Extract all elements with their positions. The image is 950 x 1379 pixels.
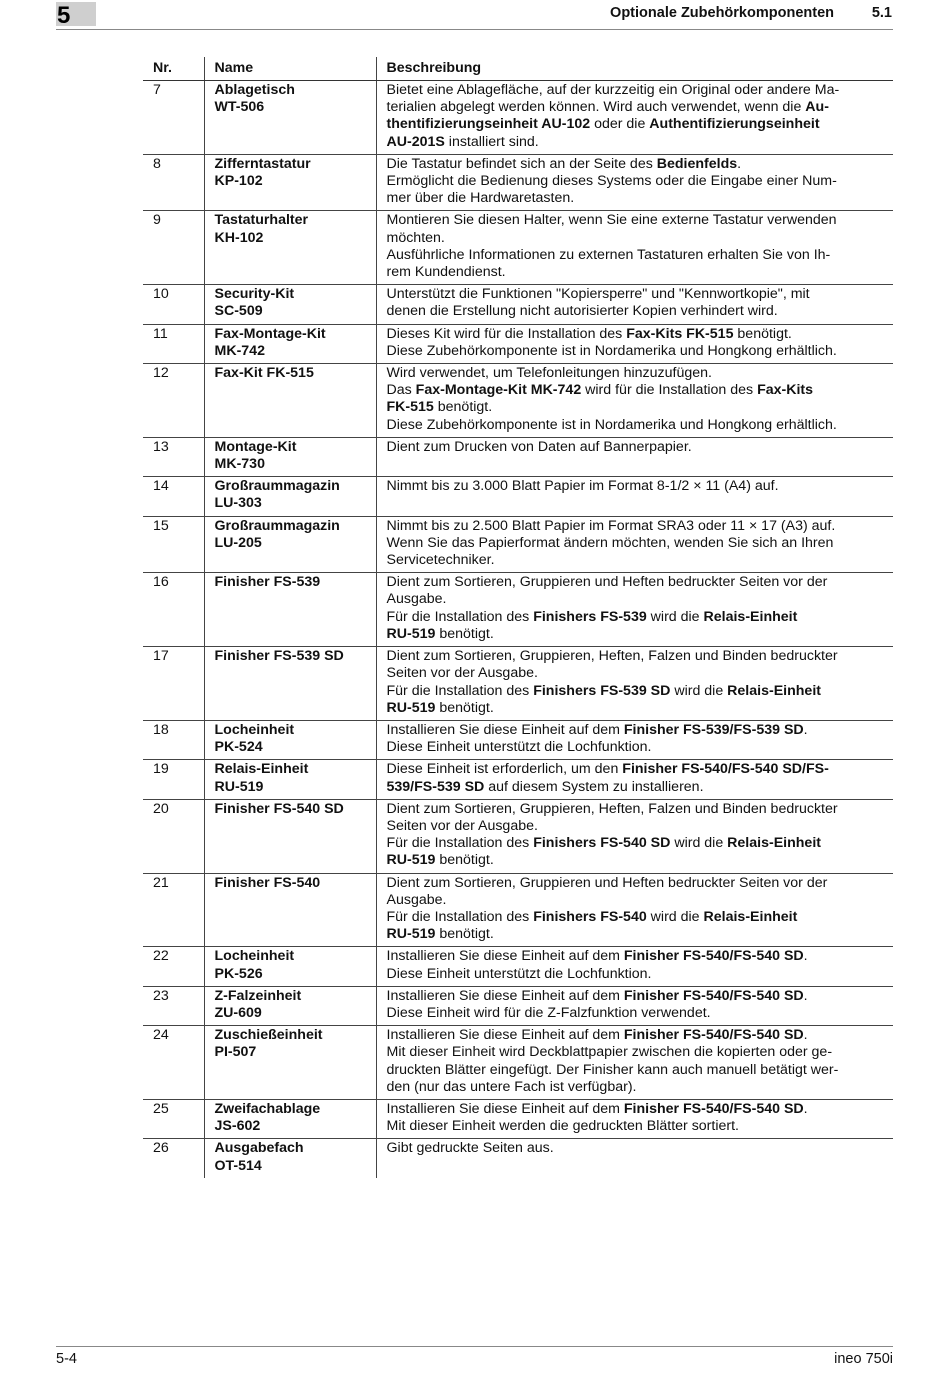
emphasized-text: Relais-Einheit <box>703 608 798 625</box>
item-name <box>204 947 376 986</box>
item-name-line: Ablagetisch <box>214 82 295 98</box>
description-text: oder die <box>590 116 650 133</box>
description-text: mer über die Hardwaretasten. <box>386 190 575 207</box>
description-text: Ermöglicht die Bedienung dieses Systems oder die Eingabe einer Num- <box>386 173 837 190</box>
description-text: Dient zum Sortieren, Gruppieren und Heften bedruckter Seiten vor der <box>386 574 828 591</box>
item-number: 22 <box>143 947 204 986</box>
description-text: den (nur das untere Fach ist verfügbar). <box>386 1078 637 1095</box>
item-name-line: WT-506 <box>214 99 265 116</box>
description-text: Ausgabe. <box>386 591 447 608</box>
description-text: Für die Installation des <box>386 835 534 852</box>
table-row <box>143 285 893 324</box>
description-text: Dient zum Sortieren, Gruppieren und Heften bedruckter Seiten vor der <box>386 874 828 891</box>
description-line <box>387 591 884 608</box>
item-name <box>204 573 376 647</box>
description-line <box>387 264 884 281</box>
item-name <box>204 1139 376 1178</box>
description-line <box>387 1118 884 1135</box>
description-text: Installieren Sie diese Einheit auf dem <box>386 948 624 965</box>
emphasized-text: RU-519 <box>386 625 436 642</box>
item-name <box>204 873 376 947</box>
item-name-line: Fax-Montage-Kit <box>214 325 326 342</box>
item-name-line: Ausgabefach <box>214 1140 304 1157</box>
item-name-line: Security-Kit <box>214 286 295 303</box>
description-line <box>387 948 884 965</box>
description-text: Nimmt bis zu 3.000 Blatt Papier im Format 8-1/2 × 11 (A4) auf. <box>386 478 779 495</box>
item-name <box>204 516 376 573</box>
description-text: Dieses Kit wird für die Installation des <box>386 325 627 342</box>
item-name-line: Zifferntastatur <box>214 155 311 172</box>
description-line <box>387 82 884 99</box>
description-text: Für die Installation des <box>386 908 534 925</box>
description-text: Das <box>386 382 416 399</box>
emphasized-text: Fax-Kits FK-515 <box>626 325 734 342</box>
emphasized-text: Fax-Kits <box>757 382 814 399</box>
description-text: auf diesem System zu installieren. <box>484 778 704 795</box>
table-row <box>143 437 893 476</box>
item-number: 16 <box>143 573 204 647</box>
item-name <box>204 760 376 799</box>
item-name-line: Locheinheit <box>214 721 295 738</box>
description-text: benötigt. <box>435 926 494 943</box>
emphasized-text: AU-201S <box>386 133 445 150</box>
item-description <box>376 154 893 211</box>
description-text: installiert sind. <box>444 133 539 150</box>
item-name-line: Finisher FS-540 SD <box>214 800 344 817</box>
item-number: 17 <box>143 647 204 721</box>
item-name-line: Großraummagazin <box>214 517 340 534</box>
item-description <box>376 1099 893 1138</box>
description-line <box>387 99 884 116</box>
item-description <box>376 285 893 324</box>
item-name-line: Zuschießeinheit <box>214 1027 323 1044</box>
description-line <box>387 574 884 591</box>
description-text: benötigt. <box>435 699 494 716</box>
table-row <box>143 986 893 1025</box>
description-text: Wenn Sie das Papierformat ändern möchten, wenden Sie sich an Ihren <box>386 534 834 551</box>
table-row <box>143 760 893 799</box>
item-name-line: Z-Falzeinheit <box>214 987 302 1004</box>
description-line <box>387 134 884 151</box>
description-text: Seiten vor der Ausgabe. <box>386 817 538 834</box>
description-line <box>387 286 884 303</box>
description-line <box>387 478 884 495</box>
emphasized-text: thentifizierungseinheit AU-102 <box>386 116 591 133</box>
table-row <box>143 516 893 573</box>
item-number: 23 <box>143 986 204 1025</box>
description-text: möchten. <box>386 229 445 246</box>
emphasized-text: Finishers FS-540 <box>533 908 647 925</box>
description-text: Unterstützt die Funktionen "Kopiersperre" und "Kennwortkopie", mit <box>386 286 810 303</box>
description-text: wird die <box>670 682 728 699</box>
item-description <box>376 81 893 155</box>
description-text: Installieren Sie diese Einheit auf dem <box>386 1100 624 1117</box>
table-row <box>143 477 893 516</box>
emphasized-text: Finisher FS-540/FS-540 SD <box>623 987 804 1004</box>
description-line <box>387 382 884 399</box>
item-name-line: MK-742 <box>214 342 265 359</box>
item-name-line: MK-730 <box>214 456 265 473</box>
table-header-row <box>143 57 893 81</box>
item-name-line: RU-519 <box>214 778 264 795</box>
table-row <box>143 154 893 211</box>
description-line <box>387 116 884 133</box>
item-description <box>376 437 893 476</box>
description-text: Nimmt bis zu 2.500 Blatt Papier im Format SRA3 oder 11 × 17 (A3) auf. <box>386 517 836 534</box>
description-text: Mit dieser Einheit werden die gedruckten Blätter sortiert. <box>386 1118 739 1135</box>
description-line <box>387 439 884 456</box>
description-text: terialien abgelegt werden können. Wird auch verwendet, wenn die <box>386 99 806 116</box>
description-line <box>387 835 884 852</box>
description-text: denen die Erstellung nicht autorisierter Kopien verhindert wird. <box>386 303 778 320</box>
item-description <box>376 1026 893 1100</box>
item-name-line: LU-303 <box>214 495 262 512</box>
description-text: benötigt. <box>433 399 493 416</box>
emphasized-text: Relais-Einheit <box>703 908 798 925</box>
item-name-line: Fax-Kit FK-515 <box>214 365 314 382</box>
emphasized-text: Relais-Einheit <box>727 682 821 699</box>
description-text: Diese Einheit unterstützt die Lochfunktion. <box>386 739 652 756</box>
column-header-description: Beschreibung <box>376 57 893 81</box>
description-text: Gibt gedruckte Seiten aus. <box>386 1140 554 1157</box>
item-description <box>376 211 893 285</box>
item-number: 15 <box>143 516 204 573</box>
item-name-line: PK-526 <box>214 965 263 982</box>
table-row <box>143 647 893 721</box>
emphasized-text: FK-515 <box>386 399 434 416</box>
header-divider <box>56 29 893 30</box>
item-description <box>376 799 893 873</box>
description-line <box>387 1005 884 1022</box>
item-name-line: Großraummagazin <box>214 478 340 495</box>
description-text: Dient zum Sortieren, Gruppieren, Heften, Falzen und Binden bedruckter <box>386 648 838 665</box>
description-text: benötigt. <box>435 625 494 642</box>
description-line <box>387 1079 884 1096</box>
item-description <box>376 1139 893 1178</box>
item-number: 14 <box>143 477 204 516</box>
emphasized-text: Finisher FS-540/FS-540 SD <box>623 1100 804 1117</box>
item-name-line: PI-507 <box>214 1044 257 1061</box>
description-text: Für die Installation des <box>386 682 534 699</box>
emphasized-text: Finisher FS-540/FS-540 SD/FS- <box>622 761 829 778</box>
emphasized-text: Au- <box>805 99 829 116</box>
item-name-line: ZU-609 <box>214 1004 262 1021</box>
table-row <box>143 211 893 285</box>
description-line <box>387 665 884 682</box>
description-line <box>387 417 884 434</box>
description-line <box>387 535 884 552</box>
emphasized-text: Finisher FS-540/FS-540 SD <box>623 1027 804 1044</box>
description-text: Dient zum Sortieren, Gruppieren, Heften, Falzen und Binden bedruckter <box>386 800 838 817</box>
description-line <box>387 303 884 320</box>
description-text: wird die <box>670 835 728 852</box>
item-number: 9 <box>143 211 204 285</box>
description-line <box>387 399 884 416</box>
description-line <box>387 875 884 892</box>
emphasized-text: Finisher FS-540/FS-540 SD <box>623 948 804 965</box>
emphasized-text: Finishers FS-540 SD <box>533 835 671 852</box>
emphasized-text: 539/FS-539 SD <box>386 778 485 795</box>
product-name: ineo 750i <box>834 1351 893 1367</box>
item-description <box>376 477 893 516</box>
item-number: 18 <box>143 720 204 759</box>
item-name-line: Finisher FS-539 SD <box>214 648 344 665</box>
table-row <box>143 324 893 363</box>
description-text: . <box>803 1027 808 1044</box>
description-text: Diese Zubehörkomponente ist in Nordamerika und Hongkong erhältlich. <box>386 416 837 433</box>
description-text: Ausführliche Informationen zu externen Tastaturen erhalten Sie von Ih- <box>386 246 831 263</box>
item-number: 7 <box>143 81 204 155</box>
item-description <box>376 647 893 721</box>
item-name-line: SC-509 <box>214 303 263 320</box>
description-line <box>387 190 884 207</box>
item-name-line: Locheinheit <box>214 948 295 965</box>
description-line <box>387 1062 884 1079</box>
description-line <box>387 801 884 818</box>
item-name <box>204 1099 376 1138</box>
accessory-table <box>143 57 893 1178</box>
table-row <box>143 81 893 155</box>
description-line <box>387 1044 884 1061</box>
item-number: 21 <box>143 873 204 947</box>
table-row <box>143 364 893 438</box>
item-name-line: JS-602 <box>214 1118 261 1135</box>
description-line <box>387 609 884 626</box>
description-text: wird für die Installation des <box>581 382 758 399</box>
description-text: Diese Einheit ist erforderlich, um den <box>386 761 623 778</box>
description-text: . <box>803 948 808 965</box>
item-description <box>376 760 893 799</box>
item-name <box>204 647 376 721</box>
item-description <box>376 720 893 759</box>
item-name-line: KP-102 <box>214 173 263 190</box>
description-line <box>387 1027 884 1044</box>
item-name <box>204 477 376 516</box>
item-number: 12 <box>143 364 204 438</box>
description-line <box>387 156 884 173</box>
description-line <box>387 326 884 343</box>
item-number: 19 <box>143 760 204 799</box>
description-line <box>387 779 884 796</box>
table-row <box>143 573 893 647</box>
description-text: Diese Zubehörkomponente ist in Nordamerika und Hongkong erhältlich. <box>386 342 837 359</box>
description-text: Installieren Sie diese Einheit auf dem <box>386 987 624 1004</box>
description-text: Wird verwendet, um Telefonleitungen hinzuzufügen. <box>386 365 712 382</box>
item-name <box>204 285 376 324</box>
description-line <box>387 852 884 869</box>
item-number: 26 <box>143 1139 204 1178</box>
description-line <box>387 247 884 264</box>
emphasized-text: Finisher FS-539/FS-539 SD <box>623 721 804 738</box>
description-line <box>387 518 884 535</box>
emphasized-text: Relais-Einheit <box>727 835 821 852</box>
item-number: 24 <box>143 1026 204 1100</box>
item-number: 8 <box>143 154 204 211</box>
emphasized-text: Fax-Montage-Kit MK-742 <box>415 382 582 399</box>
table-row <box>143 873 893 947</box>
description-text: wird die <box>646 608 704 625</box>
description-text: Diese Einheit unterstützt die Lochfunktion. <box>386 965 652 982</box>
table-row <box>143 1026 893 1100</box>
description-text: . <box>803 987 808 1004</box>
item-name <box>204 1026 376 1100</box>
description-line <box>387 212 884 229</box>
description-text: Für die Installation des <box>386 608 534 625</box>
description-text: wird die <box>646 908 704 925</box>
description-line <box>387 926 884 943</box>
item-number: 10 <box>143 285 204 324</box>
item-number: 20 <box>143 799 204 873</box>
item-description <box>376 364 893 438</box>
item-name <box>204 324 376 363</box>
description-line <box>387 626 884 643</box>
description-text: Servicetechniker. <box>386 552 495 569</box>
item-description <box>376 324 893 363</box>
description-text: rem Kundendienst. <box>386 264 506 281</box>
item-name <box>204 799 376 873</box>
item-number: 11 <box>143 324 204 363</box>
description-text: benötigt. <box>435 852 494 869</box>
item-name-line: KH-102 <box>214 229 264 246</box>
item-name-line: Montage-Kit <box>214 438 297 455</box>
table-row <box>143 1139 893 1178</box>
description-text: Dient zum Drucken von Daten auf Bannerpapier. <box>386 438 692 455</box>
item-description <box>376 986 893 1025</box>
description-text: Ausgabe. <box>386 891 447 908</box>
description-text: Seiten vor der Ausgabe. <box>386 665 538 682</box>
description-text: . <box>737 155 742 172</box>
description-line <box>387 683 884 700</box>
item-name <box>204 81 376 155</box>
description-text: Montieren Sie diesen Halter, wenn Sie eine externe Tastatur verwenden <box>386 212 837 229</box>
description-line <box>387 1101 884 1118</box>
item-name <box>204 364 376 438</box>
description-text: Diese Einheit wird für die Z-Falzfunktion verwendet. <box>386 1004 711 1021</box>
description-line <box>387 739 884 756</box>
emphasized-text: Finishers FS-539 SD <box>533 682 671 699</box>
column-header-name: Name <box>204 57 376 81</box>
item-name <box>204 437 376 476</box>
emphasized-text: RU-519 <box>386 926 436 943</box>
emphasized-text: RU-519 <box>386 852 436 869</box>
description-line <box>387 988 884 1005</box>
item-name-line: LU-205 <box>214 534 262 551</box>
chapter-number: 5 <box>57 2 71 29</box>
item-name <box>204 986 376 1025</box>
description-text: Die Tastatur befindet sich an der Seite des <box>386 155 657 172</box>
description-line <box>387 173 884 190</box>
description-line <box>387 552 884 569</box>
table-row <box>143 799 893 873</box>
emphasized-text: RU-519 <box>386 699 436 716</box>
description-text: Bietet eine Ablagefläche, auf der kurzzeitig ein Original oder andere Ma- <box>386 82 840 98</box>
description-text: benötigt. <box>733 325 792 342</box>
item-name-line: Finisher FS-539 <box>214 574 321 591</box>
table-row <box>143 947 893 986</box>
footer-divider <box>56 1346 893 1347</box>
emphasized-text: Finishers FS-539 <box>533 608 647 625</box>
item-name-line: OT-514 <box>214 1157 262 1174</box>
item-name <box>204 211 376 285</box>
description-text: Installieren Sie diese Einheit auf dem <box>386 721 624 738</box>
item-number: 13 <box>143 437 204 476</box>
item-name <box>204 720 376 759</box>
description-text: Mit dieser Einheit wird Deckblattpapier zwischen die kopierten oder ge- <box>386 1044 833 1061</box>
item-name-line: Zweifachablage <box>214 1100 321 1117</box>
description-line <box>387 909 884 926</box>
item-name-line: Finisher FS-540 <box>214 874 321 891</box>
description-line <box>387 365 884 382</box>
item-description <box>376 947 893 986</box>
description-line <box>387 722 884 739</box>
emphasized-text: Bedienfelds <box>656 155 738 172</box>
item-name-line: Tastaturhalter <box>214 212 309 229</box>
description-line <box>387 230 884 247</box>
description-line <box>387 1140 884 1157</box>
item-description <box>376 873 893 947</box>
item-name-line: PK-524 <box>214 739 263 756</box>
item-name-line: Relais-Einheit <box>214 761 309 778</box>
item-description <box>376 516 893 573</box>
description-text: . <box>803 1100 808 1117</box>
description-line <box>387 818 884 835</box>
description-line <box>387 966 884 983</box>
running-header-title: Optionale Zubehörkomponenten <box>610 5 834 21</box>
column-header-nr: Nr. <box>143 57 204 81</box>
description-text: . <box>803 721 808 738</box>
page-number: 5-4 <box>56 1351 77 1367</box>
item-number: 25 <box>143 1099 204 1138</box>
description-text: druckten Blätter eingefügt. Der Finisher kann auch manuell betätigt wer- <box>386 1061 839 1078</box>
emphasized-text: Authentifizierungseinheit <box>649 116 820 133</box>
description-line <box>387 343 884 360</box>
running-header-section: 5.1 <box>871 5 892 21</box>
table-row <box>143 720 893 759</box>
description-line <box>387 761 884 778</box>
description-line <box>387 892 884 909</box>
description-text: Installieren Sie diese Einheit auf dem <box>386 1027 624 1044</box>
table-body <box>143 81 893 1178</box>
description-line <box>387 700 884 717</box>
item-name <box>204 154 376 211</box>
description-line <box>387 648 884 665</box>
table-row <box>143 1099 893 1138</box>
item-description <box>376 573 893 647</box>
